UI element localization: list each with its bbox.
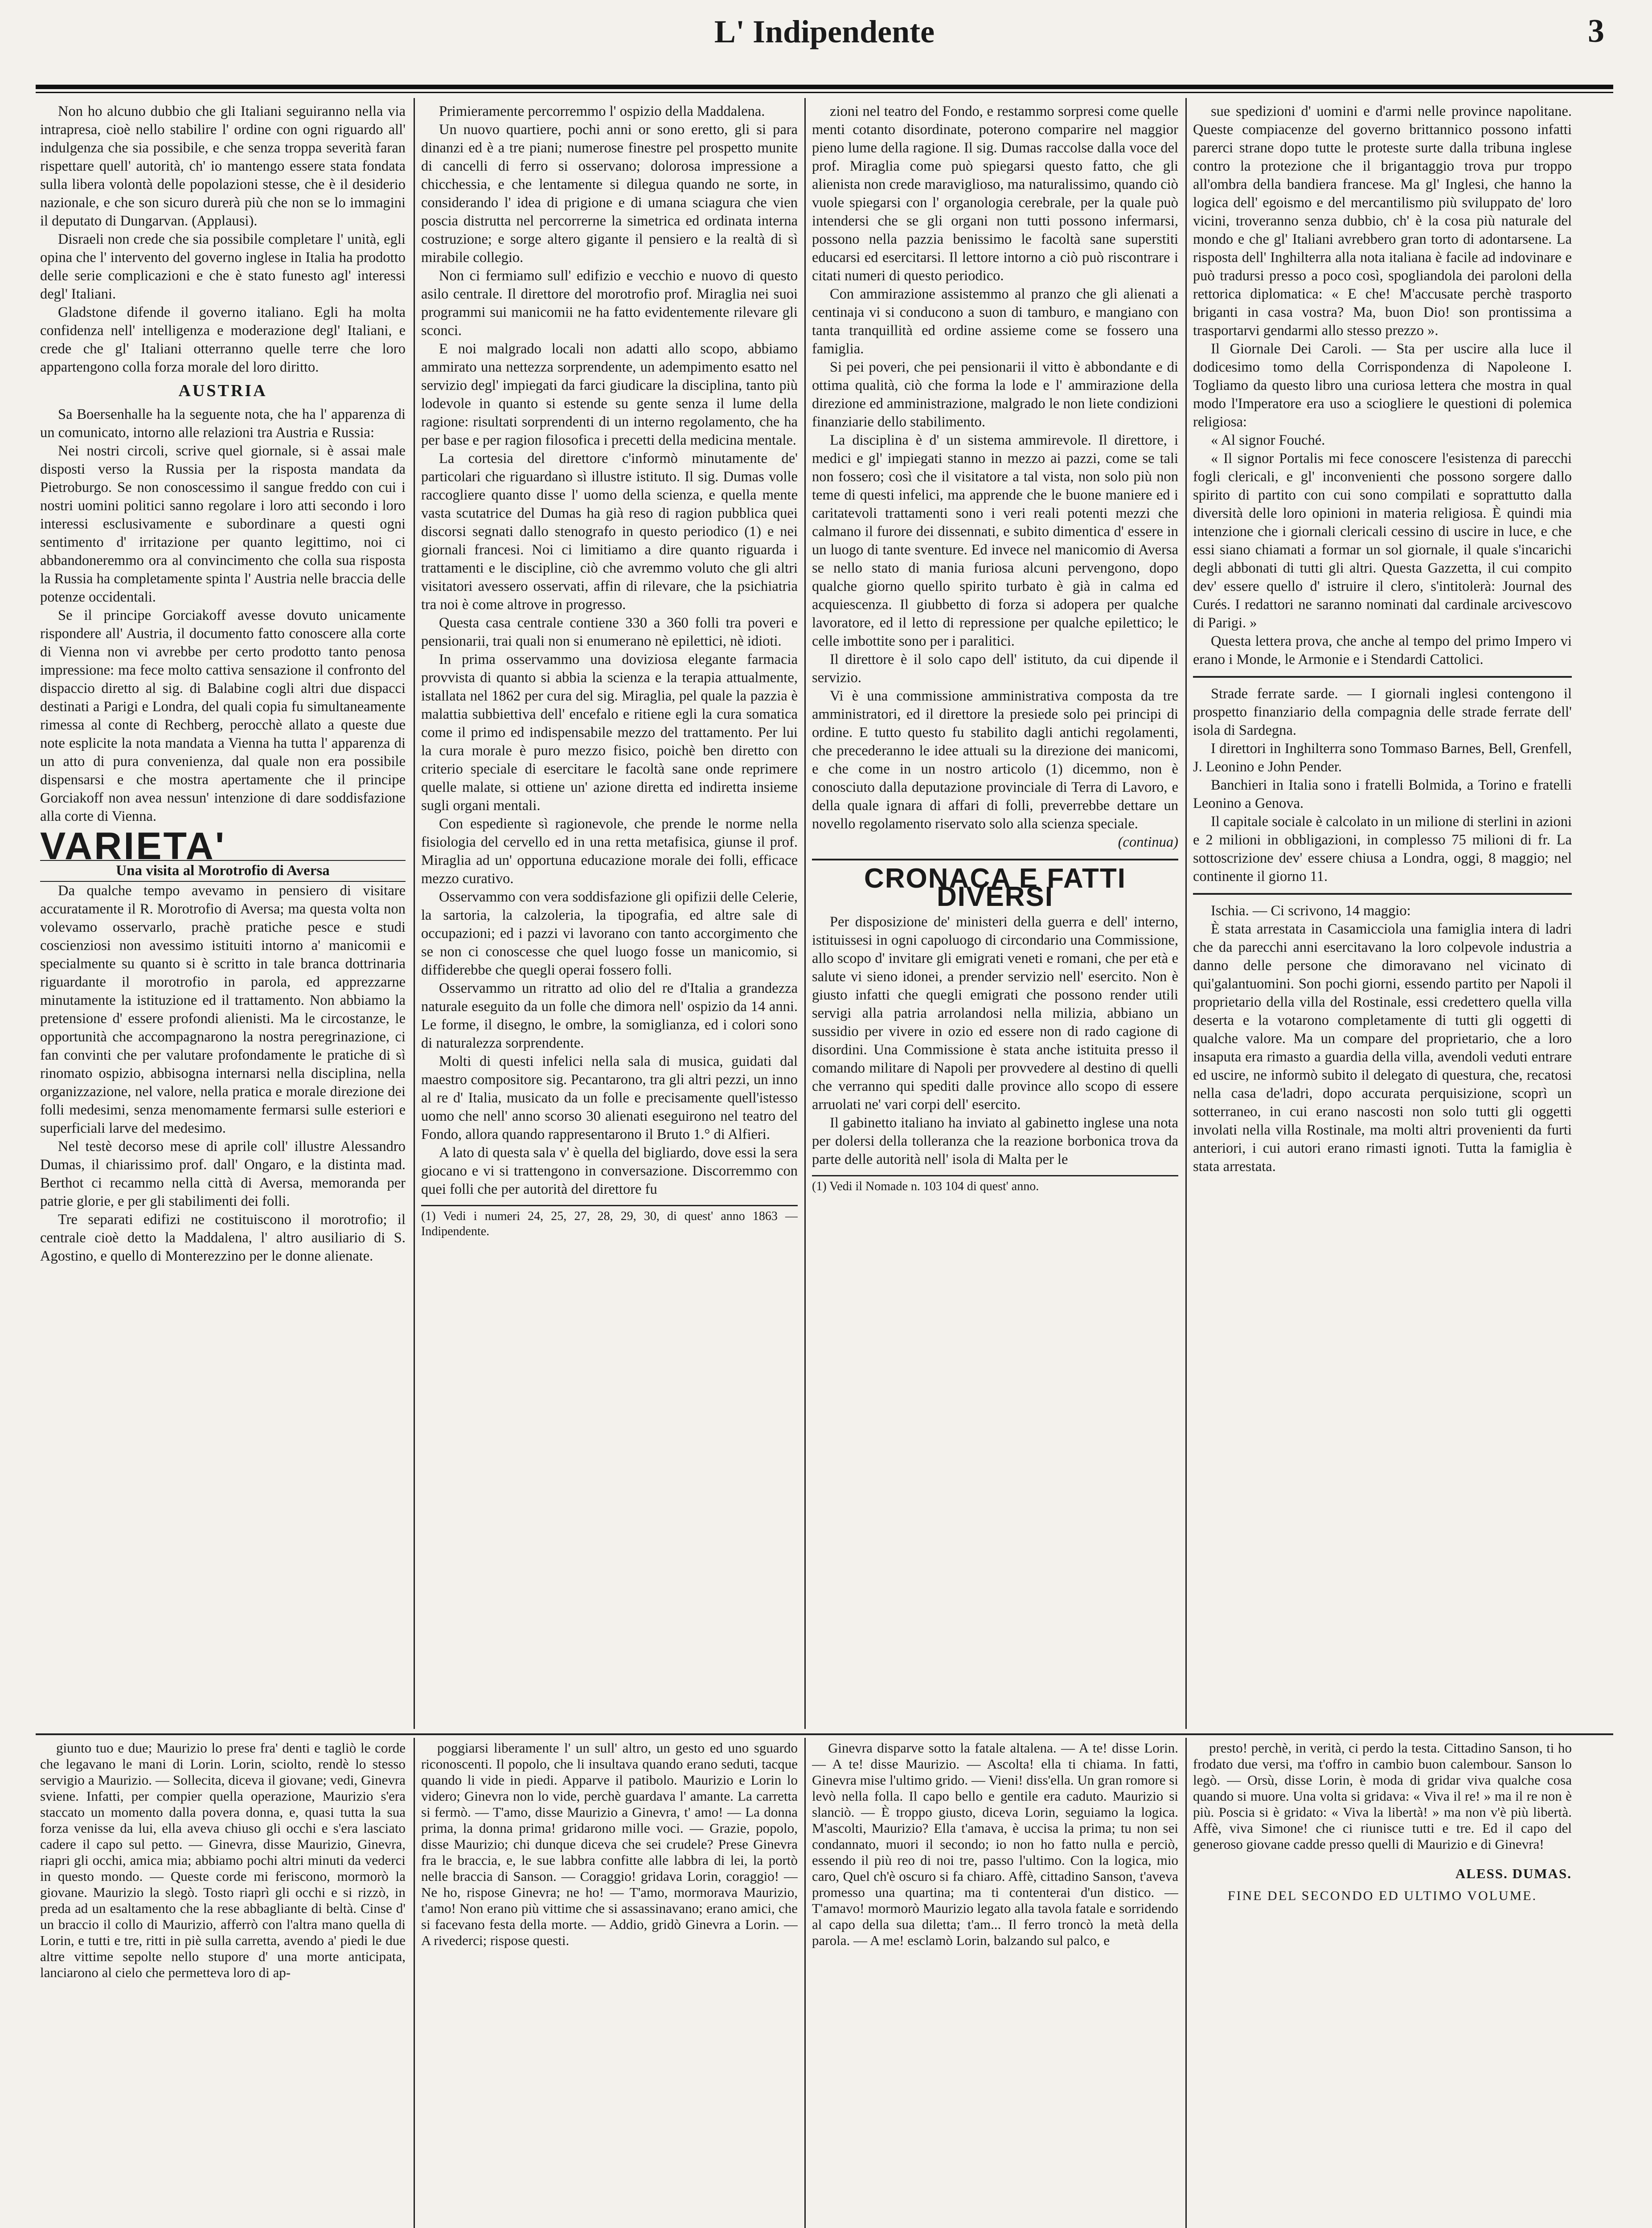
- paragraph: Primieramente percorremmo l' ospizio della Maddalena.: [439, 103, 765, 119]
- paragraph: In prima osservammo una doviziosa elegante farmacia provvista di quanto si abbia la scienza e la terapia attualmente, istallata nel 1862 per cura del sig. Miraglia, pel quale la pazzia è malattia subbiettiva dell' encefalo e ritiene egli la cura somatica come il primo ed indispensabile mezzo del trattamento. Per lui la cura morale è puro mezzo fisico, poichè ben diretto con criterio speciale di esercitare le facoltà sane onde reprimere quelle malate, si ottiene un' azione diretta ed indiretta insieme sugli organi mentali.: [421, 651, 798, 814]
- paragraph: giunto tuo e due; Maurizio lo prese fra' denti e tagliò le corde che legavano le mani di Lorin. Lorin, sciolto, rendè lo stesso servigio a Maurizio. — Sollecita, diceva il giovane; vedi, Ginevra sviene. Infatti, per compier quella operazione, Maurizio s'era staccato un momento dalla povera donna, e, quasi tutta la sua forza venisse da lui, ella aveva chiuso gli occhi e s'era lasciato cadere il capo sul petto. — Ginevra, disse Maurizio, Ginevra, riapri gli occhi, amica mia; abbiamo pochi altri minuti da vederci in questo mondo. — Queste corde mi feriscono, mormorò la giovane. Maurizio la slegò. Tosto riaprì gli occhi e si rizzò, in preda ad un esaltamento che la rese abbagliante di beltà. Cinse d' un braccio il collo di Maurizio, afferrò con l'altra mano quella di Lorin, e tutti e tre, ritti in piè sulla carretta, avendo a' piedi le due altre vittime sepolte nello stupore d' una morte anticipata, lanciarono al cielo che permetteva loro di ap-: [40, 1740, 406, 1980]
- paragraph: Questa lettera prova, che anche al tempo del primo Impero vi erano i Monde, le Armonie e i Stendardi Cattolici.: [1193, 633, 1572, 668]
- paragraph: Nei nostri circoli, scrive quel giornale, si è assai male disposti verso la Russia per la risposta mandata da Pietroburgo. Se non conoscessimo il sangue freddo con cui i nostri uomini politici sanno regolare i loro atti secondo i loro interessi esclusivamente e subordinare a questi ogni sentimento d' irritazione per quanto legittimo, noi ci abbandoneremmo ora al convincimento che colla sua risposta la Russia ha completamente spinta l' Austria nelle braccia delle potenze occidentali.: [40, 443, 406, 605]
- paragraph: Sa Boersenhalle ha la seguente nota, che ha l' apparenza di un comunicato, intorno alle relazioni tra Austria e Russia:: [40, 406, 406, 441]
- column-1: [40, 102, 406, 1729]
- column-divider: [1185, 1738, 1187, 2228]
- author-signature: ALESS. DUMAS.: [1455, 1866, 1572, 1881]
- paragraph: Disraeli non crede che sia possibile completare l' unità, egli opina che l' intervento del governo inglese in Italia ha prodotto delle serie complicazioni e che è stato funesto agl' interessi degl' Italiani.: [40, 231, 406, 302]
- footnote: (1) Vedi il Nomade n. 103 104 di quest' anno.: [812, 1175, 1178, 1194]
- section-heading-austria: AUSTRIA: [178, 381, 267, 400]
- section-rule: [1193, 676, 1572, 678]
- feuilleton-column-2: [421, 1740, 798, 2228]
- paragraph: Vi è una commissione amministrativa composta da tre amministratori, ed il direttore la presiede solo pei principi di ordine. E tutto questo fu stabilito dagli antichi regolamenti, che precederanno le idee attuali su la direzione dei manicomi, e che come in un nostro articolo (1) dicemmo, non è conosciuto dalla deputazione provinciale di Terra di Lavoro, e della quale ignara di affari di folli, preverrebbe dettare un novello regolamento riservato solo alla scienza speciale.: [812, 688, 1178, 832]
- paragraph: Questa casa centrale contiene 330 a 360 folli tra poveri e pensionarii, trai quali non si enumerano nè epilettici, nè idioti.: [421, 615, 798, 649]
- footnote: (1) Vedi i numeri 24, 25, 27, 28, 29, 30, di quest' anno 1863 — Indipendente.: [421, 1205, 798, 1239]
- section-heading-varieta: VARIETA': [40, 825, 226, 868]
- paragraph: Il direttore è il solo capo dell' istituto, da cui dipende il servizio.: [812, 651, 1178, 686]
- article-title: Una visita al Morotrofio di Aversa: [40, 860, 406, 882]
- column-divider: [414, 98, 415, 1729]
- newspaper-title: L' Indipendente: [714, 14, 935, 49]
- paragraph: È stata arrestata in Casamicciola una famiglia intera di ladri che da parecchi anni esercitavano la loro colpevole industria a danno delle persone che dimoravano nel vicinato di qui'galantuomini. Son pochi giorni, essendo partito per Napoli il proprietario della villa del Rostinale, essi credettero quella villa deserta e la votarono completamente di tutti gli oggetti di qualche valore. Ma un compare del proprietario, che a loro insaputa era rimasto a guardia della villa, avendoli veduti entrare ed uscire, ne informò subito il delegato di questura, che, recatosi nella casa de'ladri, dopo accurata perquisizione, scoprì un sotterraneo, in cui erano nascosti non solo tutti gli oggetti involati nella villa Rostinale, ma molti altri provenienti da furti anteriori, i cui autori erano rimasti ignoti. Tutta la famiglia è stata arrestata.: [1193, 921, 1572, 1175]
- column-divider: [1185, 98, 1187, 1729]
- paragraph: « Il signor Portalis mi fece conoscere l'esistenza di parecchi fogli clericali, e gl' inconvenienti che possono sorgere dallo spirito di partito con cui sono compilati e soprattutto dalla diversità delle loro opinioni in materia religiosa. È quindi mia intenzione che i giornali clericali cessino di uscire in luce, e che essi siano chiamati a formar un sol giornale, il quale s'incarichi degli abbonati di tutti gli altri. Questa Gazzetta, il cui compito dev' essere quello d' istruire il clero, s'intitolerà: Journal des Curés. I redattori ne saranno nominati dal cardinale arcivescovo di Parigi. »: [1193, 451, 1572, 631]
- feuilleton-rule: [36, 1733, 1613, 1735]
- paragraph: Ginevra disparve sotto la fatale altalena. — A te! disse Lorin. — A te! disse Maurizio. — Ascolta! ella ti chiama. In fatti, Ginevra mise l'ultimo grido. — Vieni! diss'ella. Un gran romore si levò nella folla. Il capo bello e gentile era caduto. Maurizio si slanciò. — È troppo giusto, diceva Lorin, seguiamo la logica. M'ascolti, Maurizio? Ella t'amava, è uccisa la prima; tu non sei condannato, muori il secondo; io non ho fatto nulla e perciò, essendo il più reo di noi tre, passo l'ultimo. Con la logica, mio caro, Quel ch'è oscuro si fa chiaro. Affè, cittadino Sanson, t'aveva promesso una quartina; ma ti contenterai d'un distico. — T'amavo! mormorò Maurizio legato alla tavola fatale e sorridendo al capo della sua diletta; t'am... Il ferro troncò la metà della parola. — A me! esclamò Lorin, balzando sul palco, e: [812, 1740, 1178, 1948]
- column-3: [812, 102, 1178, 1729]
- column-divider: [804, 1738, 806, 2228]
- feuilleton-column-1: [40, 1740, 406, 2228]
- paragraph: Osservammo con vera soddisfazione gli opifizii delle Celerie, la sartoria, la calzoleria, la tipografia, ed altre sale di occupazioni; ed i pazzi vi lavorano con tanto accorgimento che se non ci conoscesse che quel luogo fosse un manicomio, si diffiderebbe che quegli operai fossero folli.: [421, 889, 798, 978]
- paragraph: La disciplina è d' un sistema ammirevole. Il direttore, i medici e gl' impiegati stanno in mezzo ai pazzi, come se tali non fossero; così che il visitatore a tal vista, non solo più non teme di questi infelici, ma apprende che le buone maniere ed i caritatevoli trattamenti sono i veri reali potenti mezzi che calmano il furore dei dissennati, e subito dimentica d' essere in un luogo di tante sventure. Ed invece nel manicomio di Aversa se nello stato di mania furiosa alcuni pervengono, dopo qualche giorno quello spirito turbato è già in calma ed acquiescenza. Il giubbetto di forza si adopera per qualche lavoratore, ed il letto di repressione per qualche epilettico; le celle imbottite sono per i paralitici.: [812, 432, 1178, 649]
- paragraph: E noi malgrado locali non adatti allo scopo, abbiamo ammirato una nettezza sorprendente, un adempimento esatto nel servizio degl' impiegati da farci giudicare la disciplina, tanto più lodevole in quanto si estende su gente senza il lume della ragione: risultati sorprendenti di un interno regolamento, che ha per base e per ragion filosofica i precetti della medicina mentale.: [421, 341, 798, 448]
- paragraph: Da qualche tempo avevamo in pensiero di visitare accuratamente il R. Morotrofio di Aversa; ma questa volta non volevamo osservarlo, prachè pratiche pesce e studi coscienziosi non avessimo istituiti intorno a' manicomii e specialmente su quanto si è scritto in tale branca dottrinaria riguardante il morotrofio in parola, ed apprezzarne minutamente la istituzione ed il trattamento. Non abbiamo la pretensione d' essere profondi alienisti. Ma le circostanze, le opportunità che accompagnarono la nostra peregrinazione, ci fan convinti che per valutare profondamente le pratiche di sì rinomato ospizio, abbisogna internarsi nella disciplina, nella organizzazione, nel valore, nella pratica e morale direzione dei folli medesimi, senza menomamente fermarsi sulle esteriori e superficiali larve del medesimo.: [40, 883, 406, 1136]
- paragraph: poggiarsi liberamente l' un sull' altro, un gesto ed uno sguardo riconoscenti. Il popolo, che li insultava quando erano seduti, tacque quando li vide in piedi. Apparve il patibolo. Maurizio e Lorin lo videro; Ginevra non lo vide, perchè guardava l' amante. La carretta si fermò. — T'amo, disse Maurizio a Ginevra, t' amo! — La donna prima, la donna prima! gridarono mille voci. — Grazie, popolo, disse Maurizio; chi dunque diceva che sei crudele? Prese Ginevra fra le braccia, e, le sue labbra confitte alle labbra di lei, la portò nelle braccia di Sanson. — Coraggio! gridava Lorin, coraggio! — Ne ho, rispose Ginevra; ne ho! — T'amo, mormorava Maurizio, t'amo! Non erano più vittime che si assassinavano; erano amici, che si facevano festa della morte. — Addio, gridò Ginevra a Lorin. — A rivederci; rispose questi.: [421, 1740, 798, 1948]
- paragraph: A lato di questa sala v' è quella del bigliardo, dove essi la sera giocano e vi si trattengono in conversazione. Discorremmo con quei folli che per autorità del direttore fu: [421, 1145, 798, 1197]
- paragraph: Per disposizione de' ministeri della guerra e dell' interno, istituissesi in ogni capoluogo di circondario una Commissione, allo scopo d' invitare gli emigrati veneti e romani, che per età e salute vi sieno idonei, a prender servizio nell' esercito. Non è giusto infatti che quegli emigrati che possono render utili servigi alla patria arrolandosi nella milizia, abbiano un sussidio per vivere in ozio ed essere non di rado cagione di disordini. Una Commissione è stata anche istituita presso il comando militare di Napoli per provvedere al destino di quelli che verranno qui spediti dalle province allo scopo di essere arruolati ne' vari corpi dell' esercito.: [812, 914, 1178, 1113]
- end-note: FINE DEL SECONDO ED ULTIMO VOLUME.: [1227, 1888, 1537, 1903]
- masthead-rule: [36, 85, 1613, 89]
- paragraph: Strade ferrate sarde. — I giornali inglesi contengono il prospetto finanziario della compagnia delle strade ferrate dell' isola di Sardegna.: [1193, 686, 1572, 738]
- page-number: 3: [1588, 13, 1604, 49]
- paragraph: La cortesia del direttore c'informò minutamente de' particolari che riguardano sì illustre istituto. Il sig. Dumas volle raccogliere quanto disse l' uomo della scienza, e quella mente vasta scutatrice del Dumas ha già reso di ragion pubblica quei discorsi segnati dallo stenografo in questo periodico (1) e nei giornali francesi. Noi ci limitiamo a dire quanto riguarda i trattamenti e le discipline, ciò che avremmo voluto che gli altri visitatori avessero osservati, affin di rilevare, che la psichiatria tra noi è come altrove in progresso.: [421, 451, 798, 613]
- paragraph: Con espediente sì ragionevole, che prende le norme nella fisiologia del cervello ed in una retta metafisica, giunse il prof. Miraglia ad un' opportuna educazione morale dei folli, efficace mezzo curativo.: [421, 816, 798, 887]
- column-divider: [804, 98, 806, 1729]
- paragraph: Non ci fermiamo sull' edifizio e vecchio e nuovo di questo asilo centrale. Il direttore del morotrofio prof. Miraglia nei suoi programmi sui manicomii ne ha fatto evidentemente rilevare gli sconci.: [421, 268, 798, 339]
- column-4: [1193, 102, 1572, 1729]
- paragraph: Osservammo un ritratto ad olio del re d'Italia a grandezza naturale eseguito da un folle che dimora nell' ospizio da 14 anni. Le forme, il disegno, le ombre, la somiglianza, ed i colori sono di naturalezza sorprendente.: [421, 980, 798, 1051]
- paragraph: Nel testè decorso mese di aprile coll' illustre Alessandro Dumas, il chiarissimo prof. dall' Ongaro, e la distinta mad. Berthot ci recammo nella città di Aversa, memoranda per patrie glorie, e per gli stabilimenti dei folli.: [40, 1139, 406, 1209]
- paragraph: sue spedizioni d' uomini e d'armi nelle province napolitane. Queste compiacenze del governo brittannico possono infatti parerci strane dopo tutte le proteste surte dalla tribuna inglese contro la protezione che il brigantaggio trova pur troppo all'ombra della bandiera francese. Ma gl' Inglesi, che hanno la logica dell' egoismo e del mercantilismo più sviluppato de' loro vicini, troveranno senza dubbio, ch' è la cosa più naturale del mondo e che gl' Italiani avrebbero gran torto di adontarsene. La risposta dell' Inghilterra alla nota italiana è facile ad indovinare e può tradursi presso a poco così, spogliandola dei paroloni della rettorica diplomatica: « E che! M'accusate perchè trasporto briganti in casa vostra? Ma, buon Dio! son prontissima a trasportarvi gendarmi allo stesso prezzo ».: [1193, 103, 1572, 339]
- paragraph: Non ho alcuno dubbio che gli Italiani seguiranno nella via intrapresa, cioè nello stabilire l' ordine con ogni riguardo all' indulgenza che sia possibile, e che senza troppa severità faran rispettare quell' autorità, ch' io mantengo essere stata fondata sulla libera volontà delle popolazioni stesse, che è il desiderio nazionale, e che son sicuro durerà più che non se lo immagini il deputato di Dungarvan. (Applausi).: [40, 103, 406, 229]
- paragraph: Un nuovo quartiere, pochi anni or sono eretto, gli si para dinanzi ed è a tre piani; numerose finestre pel prospetto munite di cancelli di ferro si osservano; dolorosa impressione a chicchessia, e che lentamente si dilegua quando ne sorte, in considerando l' idea di prigione e di umana sciagura che vien poscia distrutta nel percorrerne la simetrica ed ordinata interna costruzione; e sorge altero gigante il pensiero e la realtà di sì mirabile collegio.: [421, 122, 798, 266]
- section-heading-cronaca: CRONACA E FATTI DIVERSI: [864, 863, 1126, 912]
- continued-note: (continua): [1118, 834, 1178, 850]
- paragraph: Si pei poveri, che pei pensionarii il vitto è abbondante e di ottima qualità, ciò che forma la lode e l' ammirazione della direzione ed amministrazione, malgrado le non liete condizioni finanziarie dello stabilimento.: [812, 359, 1178, 430]
- masthead-rule-thin: [36, 92, 1613, 93]
- paragraph: Con ammirazione assistemmo al pranzo che gli alienati a centinaja vi si conducono a suon di tamburo, e mangiano con tanta tranquillità ed ordine assieme come se fossero una famiglia.: [812, 286, 1178, 357]
- column-divider: [414, 1738, 415, 2228]
- paragraph: Se il principe Gorciakoff avesse dovuto unicamente rispondere all' Austria, il documento fatto conoscere alla corte di Vienna non vi avrebbe per certo prodotto tanto penosa impressione: ma fece molto cattiva sensazione il confronto del dispaccio diretto al sig. di Balabine cogli altri due dispacci destinati a Parigi e Londra, del quali copia fu simultaneamente rimessa al conte di Rechberg, perocchè allato a queste due note esplicite la nota mandata a Vienna ha tutta l' apparenza di un atto di pura convenienza, dal quale non era possibile dispensarsi e che mostra apertamente che il principe Gorciakoff non avea nessun' intenzione di dare soddisfazione alla corte di Vienna.: [40, 607, 406, 824]
- paragraph: Gladstone difende il governo italiano. Egli ha molta confidenza nell' intelligenza e moderazione degl' Italiani, e crede che gl' Italiani otterranno quelle terre che loro appartengono colla forza morale del loro diritto.: [40, 304, 406, 375]
- masthead: [45, 9, 1604, 62]
- paragraph: zioni nel teatro del Fondo, e restammo sorpresi come quelle menti cotanto disordinate, poterono comparire nel maggior pieno lume della ragione. Il sig. Dumas raccolse dalla voce del prof. Miraglia come può spiegarsi questo fatto, che gli alienista non crede maraviglioso, ma naturalissimo, quando ciò vuole spiegarsi con l' organologia cerebrale, per la quale può intendersi che se gli organi non tutti possono infermarsi, possono nella pazzia benissimo le facoltà sane superstiti educarsi ed esercitarsi. Il lettore intorno a ciò può riscontrare i citati numeri di questo periodico.: [812, 103, 1178, 284]
- paragraph: Il Giornale Dei Caroli. — Sta per uscire alla luce il dodicesimo tomo della Corrispondenza di Napoleone I. Togliamo da questo libro una curiosa lettera che mostra in qual modo l'Imperatore era uso a sciogliere le questioni di polemica religiosa:: [1193, 341, 1572, 430]
- paragraph: Ischia. — Ci scrivono, 14 maggio:: [1211, 903, 1411, 919]
- paragraph: I direttori in Inghilterra sono Tommaso Barnes, Bell, Grenfell, J. Leonino e John Pender.: [1193, 741, 1572, 775]
- section-rule: [1193, 893, 1572, 895]
- paragraph: Banchieri in Italia sono i fratelli Bolmida, a Torino e fratelli Leonino a Genova.: [1193, 777, 1572, 811]
- section-rule: [812, 859, 1178, 860]
- paragraph: « Al signor Fouché.: [1211, 432, 1325, 448]
- feuilleton-column-4: [1193, 1740, 1572, 2228]
- paragraph: presto! perchè, in verità, ci perdo la testa. Cittadino Sanson, ti ho frodato due versi, ma t'offro in cambio buon calembour. Sanson lo legò. — Orsù, disse Lorin, è moda di gridar viva qualche cosa quando si muore. Una volta si gridava: « Viva il re! » ma il re non è più. Poscia si è gridato: « Viva la libertà! » ma non v'è più libertà. Affè, viva Simone! che ci riunisce tutti e tre. Ed il capo del generoso giovane cadde presso quelli di Maurizio e di Ginevra!: [1193, 1740, 1572, 1852]
- paragraph: Il gabinetto italiano ha inviato al gabinetto inglese una nota per dolersi della tolleranza che la reazione borbonica trova da parte delle autorità nell' isola di Malta per le: [812, 1115, 1178, 1167]
- column-2: [421, 102, 798, 1729]
- paragraph: Molti di questi infelici nella sala di musica, guidati dal maestro compositore sig. Pecantarono, tra gli altri pezzi, un inno al re d' Italia, musicato da un folle e precisamente quell'istesso uomo che nell' anno scorso 30 alienati eseguirono nel teatro del Fondo, allora quando rappresentarono il Bruto 1.° di Alfieri.: [421, 1053, 798, 1143]
- feuilleton-column-3: [812, 1740, 1178, 2228]
- paragraph: Tre separati edifizi ne costituiscono il morotrofio; il centrale cioè detto la Maddalena, l' altro ausiliario di S. Agostino, e quello di Monterezzino per le donne alienate.: [40, 1212, 406, 1264]
- paragraph: Il capitale sociale è calcolato in un milione di sterlini in azioni e 2 milioni in obbligazioni, in complesso 75 milioni di fr. La sottoscrizione dev' essere chiusa a Londra, oggi, 8 maggio; nel continente il giorno 11.: [1193, 814, 1572, 885]
